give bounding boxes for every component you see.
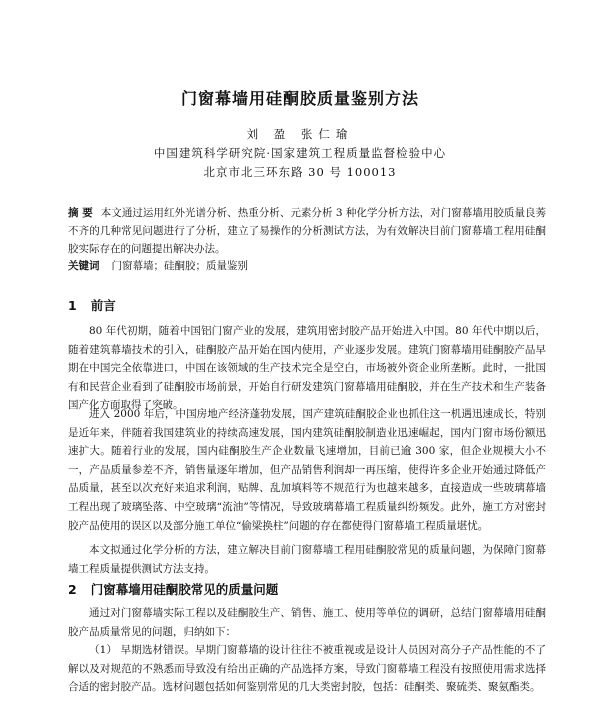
keywords [68, 258, 546, 273]
section-2-heading [68, 580, 278, 598]
section-1-paragraph-1: 80 年代初期，随着中国铝门窗产业的发展，建筑用密封胶产品开始进入中国。80 年代中期以后，随着建筑幕墙技术的引入，硅酮胶产品开始在国内使用，产业逐步发展。建筑门窗幕墙用硅酮胶产品早期在中国完全依靠进口，中国在该领域的生产技术完全是空白，市场被外资企业所垄断。此时，一批国有和民营企业看到了硅酮胶市场前景，开始自行研发建筑门窗幕墙用硅酮胶，并在生产技术和生产装备国产化方面取得了突破。 [68, 325, 546, 412]
paper-title: 门窗幕墙用硅酮胶质量鉴别方法 [180, 89, 419, 108]
abstract [68, 204, 546, 258]
section-1-paragraph-2: 进入 2000 年后，中国房地产经济蓬勃发展，国产建筑硅酮胶企业也抓住这一机遇迅速成长，特别是近年来，伴随着我国建筑业的持续高速发展，国内建筑硅酮胶制造业迅速崛起，国内门窗市场份额迅速扩大。随着行业的发展，国内硅酮胶生产企业数量飞速增加，目前已逾 300 家，但企业规模大小不一，产品质量参差不齐，销售量逐年增加，但产品销售利润却一再压缩，使得许多企业开始通过降低产品质量，甚至以次充好来追求利润，贴牌、乱加填料等不规范行为也越来越多，直接造成一些玻璃幕墙工程出现了玻璃坠落、中空玻璃“流油”等情况，导致玻璃幕墙工程质量纠纷频发。此外，施工方对密封胶产品使用的误区以及部分施工单位“偷梁换柱”问题的存在都使得门窗幕墙工程质量堪忧。 [68, 408, 546, 532]
abstract-label: 摘 要 [68, 207, 93, 219]
section-2-paragraph-1: 通过对门窗幕墙实际工程以及硅酮胶生产、销售、施工、使用等单位的调研，总结门窗幕墙用硅酮胶产品质量常见的问题，归纳如下： [68, 607, 546, 638]
abstract-text: 本文通过运用红外光谱分析、热重分析、元素分析 3 种化学分析方法，对门窗幕墙用胶质量良莠不齐的几种常见问题进行了分析，建立了易操作的分析测试方法，为有效解决目前门窗幕墙工程用硅酮胶实际存在的问题提出解决办法。 [68, 207, 547, 255]
keywords-text: 门窗幕墙；硅酮胶；质量鉴别 [111, 260, 248, 272]
section-1-paragraph-3: 本文拟通过化学分析的方法，建立解决目前门窗幕墙工程用硅酮胶常见的质量问题，为保障门窗幕墙工程质量提供测试方法支持。 [68, 544, 546, 575]
affiliation: 中国建筑科学研究院·国家建筑工程质量监督检验中心 [153, 146, 447, 160]
section-1-heading [68, 296, 116, 314]
section-1-number: 1 [68, 298, 77, 313]
keywords-label: 关键词 [68, 260, 100, 272]
section-2-title: 门窗幕墙用硅酮胶常见的质量问题 [90, 582, 279, 597]
section-2-number: 2 [68, 582, 77, 597]
section-2-paragraph-2: （1） 早期选材错误。早期门窗幕墙的设计往往不被重视或是设计人员因对高分子产品性能的不了解以及对规范的不熟悉而导致没有给出正确的产品选择方案，导致门窗幕墙工程没有按照使用需求选择合适的密封胶产品。选材问题包括如何鉴别常见的几大类密封胶，包括：硅酮类、聚硫类、聚氨酯类。 [68, 644, 546, 694]
address: 北京市北三环东路 30 号 100013 [203, 165, 397, 179]
authors: 刘 盈 张仁瑜 [246, 127, 354, 141]
section-1-title: 前言 [90, 298, 116, 313]
